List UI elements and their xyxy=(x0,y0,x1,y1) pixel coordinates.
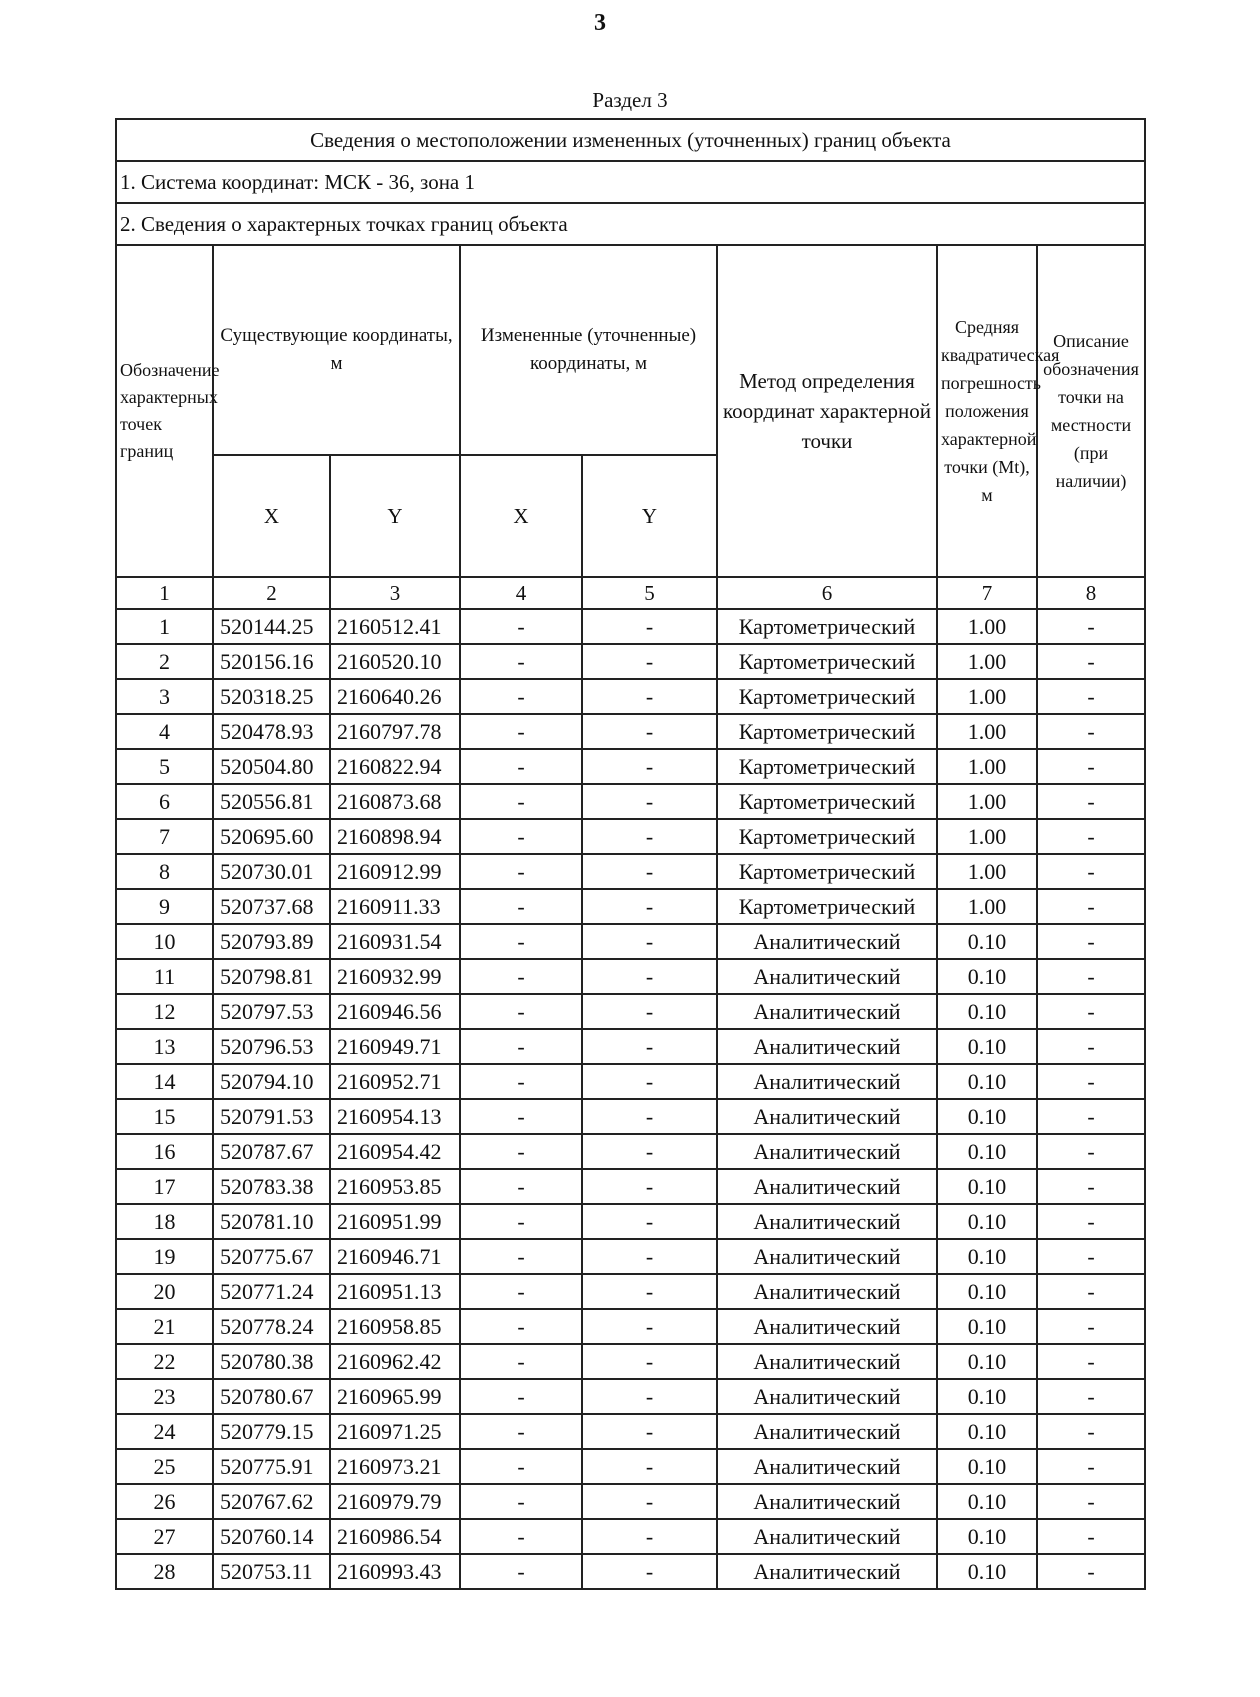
table-row xyxy=(116,959,1145,994)
cell-existing-x: 520780.67 xyxy=(213,1379,330,1414)
table-row xyxy=(116,1064,1145,1099)
cell-method: Аналитический xyxy=(717,1309,937,1344)
cell-existing-x: 520791.53 xyxy=(213,1099,330,1134)
cell-error-mt: 0.10 xyxy=(937,1344,1037,1379)
cell-changed-x: - xyxy=(460,749,582,784)
table-row xyxy=(116,1134,1145,1169)
cell-point-number: 11 xyxy=(116,959,213,994)
cell-description: - xyxy=(1037,889,1145,924)
cell-point-number: 15 xyxy=(116,1099,213,1134)
cell-existing-y: 2160951.13 xyxy=(330,1274,460,1309)
cell-error-mt: 0.10 xyxy=(937,1449,1037,1484)
table-row xyxy=(116,714,1145,749)
cell-existing-y: 2160512.41 xyxy=(330,609,460,644)
cell-method: Аналитический xyxy=(717,1519,937,1554)
cell-method: Аналитический xyxy=(717,1204,937,1239)
cell-existing-x: 520779.15 xyxy=(213,1414,330,1449)
cell-changed-y: - xyxy=(582,994,717,1029)
cell-existing-y: 2160993.43 xyxy=(330,1554,460,1589)
cell-method: Аналитический xyxy=(717,959,937,994)
table-row xyxy=(116,1204,1145,1239)
table-row xyxy=(116,819,1145,854)
cell-point-number: 2 xyxy=(116,644,213,679)
cell-point-number: 10 xyxy=(116,924,213,959)
cell-method: Аналитический xyxy=(717,994,937,1029)
cell-changed-x: - xyxy=(460,1169,582,1204)
page-number: 3 xyxy=(594,10,606,36)
cell-existing-x: 520781.10 xyxy=(213,1204,330,1239)
cell-method: Картометрический xyxy=(717,749,937,784)
cell-changed-x: - xyxy=(460,714,582,749)
cell-changed-y: - xyxy=(582,889,717,924)
cell-description: - xyxy=(1037,1064,1145,1099)
cell-changed-x: - xyxy=(460,1134,582,1169)
cell-description: - xyxy=(1037,1414,1145,1449)
cell-point-number: 23 xyxy=(116,1379,213,1414)
cell-existing-y: 2160822.94 xyxy=(330,749,460,784)
cell-method: Аналитический xyxy=(717,1134,937,1169)
cell-error-mt: 0.10 xyxy=(937,1309,1037,1344)
table-row xyxy=(116,679,1145,714)
cell-point-number: 13 xyxy=(116,1029,213,1064)
cell-existing-y: 2160873.68 xyxy=(330,784,460,819)
cell-changed-x: - xyxy=(460,819,582,854)
cell-existing-x: 520156.16 xyxy=(213,644,330,679)
cell-changed-x: - xyxy=(460,1414,582,1449)
cell-point-number: 27 xyxy=(116,1519,213,1554)
cell-changed-y: - xyxy=(582,784,717,819)
header-existing: Существующие координаты, м xyxy=(213,245,460,455)
cell-error-mt: 1.00 xyxy=(937,819,1037,854)
cell-changed-x: - xyxy=(460,1239,582,1274)
cell-description: - xyxy=(1037,1239,1145,1274)
cell-existing-y: 2160932.99 xyxy=(330,959,460,994)
cell-point-number: 7 xyxy=(116,819,213,854)
cell-error-mt: 0.10 xyxy=(937,1414,1037,1449)
cell-existing-x: 520737.68 xyxy=(213,889,330,924)
cell-description: - xyxy=(1037,784,1145,819)
cell-method: Аналитический xyxy=(717,1414,937,1449)
header-existing-y: Y xyxy=(330,455,460,577)
cell-method: Картометрический xyxy=(717,784,937,819)
cell-point-number: 26 xyxy=(116,1484,213,1519)
cell-existing-x: 520787.67 xyxy=(213,1134,330,1169)
cell-changed-x: - xyxy=(460,784,582,819)
cell-description: - xyxy=(1037,819,1145,854)
points-header: 2. Сведения о характерных точках границ объекта xyxy=(116,203,1145,245)
cell-existing-x: 520775.91 xyxy=(213,1449,330,1484)
cell-changed-x: - xyxy=(460,1519,582,1554)
cell-point-number: 18 xyxy=(116,1204,213,1239)
cell-error-mt: 0.10 xyxy=(937,1029,1037,1064)
cell-method: Аналитический xyxy=(717,1274,937,1309)
cell-method: Аналитический xyxy=(717,924,937,959)
table-row xyxy=(116,1484,1145,1519)
cell-point-number: 4 xyxy=(116,714,213,749)
cell-changed-y: - xyxy=(582,1204,717,1239)
cell-changed-x: - xyxy=(460,959,582,994)
header-error: Средняя квадратическая погрешность положения характерной точки (Mt), м xyxy=(937,245,1037,577)
column-number-row xyxy=(116,577,1145,609)
cell-method: Аналитический xyxy=(717,1169,937,1204)
cell-point-number: 19 xyxy=(116,1239,213,1274)
cell-existing-x: 520780.38 xyxy=(213,1344,330,1379)
cell-description: - xyxy=(1037,609,1145,644)
cell-description: - xyxy=(1037,1379,1145,1414)
cell-point-number: 17 xyxy=(116,1169,213,1204)
cell-description: - xyxy=(1037,1519,1145,1554)
cell-method: Аналитический xyxy=(717,1099,937,1134)
cell-existing-x: 520794.10 xyxy=(213,1064,330,1099)
header-description: Описание обозначения точки на местности (при наличии) xyxy=(1037,245,1145,577)
cell-description: - xyxy=(1037,644,1145,679)
table-row xyxy=(116,1239,1145,1274)
cell-error-mt: 1.00 xyxy=(937,714,1037,749)
cell-method: Аналитический xyxy=(717,1344,937,1379)
cell-changed-x: - xyxy=(460,1449,582,1484)
cell-existing-x: 520771.24 xyxy=(213,1274,330,1309)
cell-method: Аналитический xyxy=(717,1029,937,1064)
cell-existing-y: 2160953.85 xyxy=(330,1169,460,1204)
cell-changed-y: - xyxy=(582,924,717,959)
cell-error-mt: 1.00 xyxy=(937,854,1037,889)
cell-method: Аналитический xyxy=(717,1379,937,1414)
cell-changed-y: - xyxy=(582,1554,717,1589)
cell-changed-y: - xyxy=(582,679,717,714)
cell-point-number: 25 xyxy=(116,1449,213,1484)
cell-point-number: 1 xyxy=(116,609,213,644)
table-row xyxy=(116,609,1145,644)
cell-existing-x: 520318.25 xyxy=(213,679,330,714)
cell-changed-y: - xyxy=(582,1449,717,1484)
cell-error-mt: 1.00 xyxy=(937,679,1037,714)
cell-changed-y: - xyxy=(582,1169,717,1204)
cell-description: - xyxy=(1037,959,1145,994)
header-method: Метод определения координат характерной точки xyxy=(717,245,937,577)
cell-changed-x: - xyxy=(460,854,582,889)
cell-changed-x: - xyxy=(460,994,582,1029)
cell-error-mt: 0.10 xyxy=(937,1379,1037,1414)
column-number: 1 xyxy=(116,577,213,609)
cell-error-mt: 1.00 xyxy=(937,889,1037,924)
cell-changed-y: - xyxy=(582,1274,717,1309)
column-number: 8 xyxy=(1037,577,1145,609)
column-number: 7 xyxy=(937,577,1037,609)
section-label: Раздел 3 xyxy=(592,88,668,112)
cell-method: Картометрический xyxy=(717,714,937,749)
cell-point-number: 22 xyxy=(116,1344,213,1379)
cell-method: Картометрический xyxy=(717,854,937,889)
table-row xyxy=(116,1309,1145,1344)
cell-description: - xyxy=(1037,1169,1145,1204)
header-designation: Обозначение характерных точек границ xyxy=(116,245,213,577)
cell-description: - xyxy=(1037,1449,1145,1484)
cell-existing-y: 2160958.85 xyxy=(330,1309,460,1344)
cell-changed-y: - xyxy=(582,1344,717,1379)
cell-existing-y: 2160971.25 xyxy=(330,1414,460,1449)
cell-existing-x: 520767.62 xyxy=(213,1484,330,1519)
cell-error-mt: 1.00 xyxy=(937,784,1037,819)
cell-existing-y: 2160965.99 xyxy=(330,1379,460,1414)
cell-existing-y: 2160911.33 xyxy=(330,889,460,924)
table-row xyxy=(116,1379,1145,1414)
cell-description: - xyxy=(1037,679,1145,714)
cell-error-mt: 1.00 xyxy=(937,609,1037,644)
cell-description: - xyxy=(1037,1309,1145,1344)
table-row xyxy=(116,784,1145,819)
cell-changed-x: - xyxy=(460,889,582,924)
table-title: Сведения о местоположении измененных (уточненных) границ объекта xyxy=(116,119,1145,161)
cell-changed-x: - xyxy=(460,1309,582,1344)
cell-changed-x: - xyxy=(460,924,582,959)
cell-point-number: 20 xyxy=(116,1274,213,1309)
column-number: 3 xyxy=(330,577,460,609)
cell-changed-x: - xyxy=(460,1554,582,1589)
table-row xyxy=(116,1519,1145,1554)
cell-existing-x: 520798.81 xyxy=(213,959,330,994)
cell-existing-x: 520478.93 xyxy=(213,714,330,749)
cell-changed-x: - xyxy=(460,1379,582,1414)
cell-point-number: 8 xyxy=(116,854,213,889)
cell-error-mt: 0.10 xyxy=(937,1204,1037,1239)
cell-existing-x: 520778.24 xyxy=(213,1309,330,1344)
cell-changed-y: - xyxy=(582,1239,717,1274)
cell-existing-y: 2160931.54 xyxy=(330,924,460,959)
cell-description: - xyxy=(1037,1029,1145,1064)
cell-existing-y: 2160797.78 xyxy=(330,714,460,749)
cell-error-mt: 0.10 xyxy=(937,1239,1037,1274)
cell-existing-y: 2160946.56 xyxy=(330,994,460,1029)
cell-description: - xyxy=(1037,1099,1145,1134)
cell-description: - xyxy=(1037,1204,1145,1239)
table-row xyxy=(116,644,1145,679)
table-row xyxy=(116,1099,1145,1134)
table-row xyxy=(116,994,1145,1029)
cell-error-mt: 0.10 xyxy=(937,1099,1037,1134)
cell-changed-y: - xyxy=(582,1064,717,1099)
cell-point-number: 21 xyxy=(116,1309,213,1344)
cell-existing-y: 2160912.99 xyxy=(330,854,460,889)
cell-error-mt: 1.00 xyxy=(937,749,1037,784)
cell-method: Картометрический xyxy=(717,644,937,679)
table-row xyxy=(116,1554,1145,1589)
cell-point-number: 5 xyxy=(116,749,213,784)
cell-error-mt: 0.10 xyxy=(937,959,1037,994)
table-row xyxy=(116,1169,1145,1204)
cell-existing-x: 520760.14 xyxy=(213,1519,330,1554)
cell-changed-y: - xyxy=(582,1484,717,1519)
boundary-points-table xyxy=(115,118,1146,1590)
cell-changed-y: - xyxy=(582,609,717,644)
cell-error-mt: 0.10 xyxy=(937,924,1037,959)
cell-changed-y: - xyxy=(582,1519,717,1554)
table-row xyxy=(116,854,1145,889)
cell-existing-x: 520556.81 xyxy=(213,784,330,819)
cell-changed-x: - xyxy=(460,1274,582,1309)
cell-existing-x: 520753.11 xyxy=(213,1554,330,1589)
cell-error-mt: 1.00 xyxy=(937,644,1037,679)
table-row xyxy=(116,749,1145,784)
cell-method: Аналитический xyxy=(717,1554,937,1589)
cell-existing-y: 2160951.99 xyxy=(330,1204,460,1239)
cell-point-number: 16 xyxy=(116,1134,213,1169)
cell-changed-x: - xyxy=(460,1204,582,1239)
cell-existing-x: 520695.60 xyxy=(213,819,330,854)
table-row xyxy=(116,924,1145,959)
cell-description: - xyxy=(1037,749,1145,784)
column-number: 4 xyxy=(460,577,582,609)
cell-changed-x: - xyxy=(460,609,582,644)
cell-changed-y: - xyxy=(582,1134,717,1169)
cell-method: Картометрический xyxy=(717,609,937,644)
cell-existing-y: 2160954.13 xyxy=(330,1099,460,1134)
table-row xyxy=(116,1449,1145,1484)
cell-description: - xyxy=(1037,924,1145,959)
cell-point-number: 12 xyxy=(116,994,213,1029)
cell-changed-y: - xyxy=(582,749,717,784)
cell-changed-y: - xyxy=(582,854,717,889)
cell-changed-y: - xyxy=(582,714,717,749)
cell-method: Аналитический xyxy=(717,1064,937,1099)
cell-existing-x: 520730.01 xyxy=(213,854,330,889)
cell-method: Аналитический xyxy=(717,1484,937,1519)
cell-existing-y: 2160898.94 xyxy=(330,819,460,854)
cell-changed-y: - xyxy=(582,644,717,679)
cell-point-number: 3 xyxy=(116,679,213,714)
header-existing-x: X xyxy=(213,455,330,577)
table-row xyxy=(116,1274,1145,1309)
cell-existing-x: 520504.80 xyxy=(213,749,330,784)
column-number: 5 xyxy=(582,577,717,609)
cell-method: Картометрический xyxy=(717,819,937,854)
cell-error-mt: 0.10 xyxy=(937,1169,1037,1204)
cell-existing-y: 2160949.71 xyxy=(330,1029,460,1064)
cell-point-number: 28 xyxy=(116,1554,213,1589)
cell-changed-x: - xyxy=(460,1064,582,1099)
cell-changed-x: - xyxy=(460,679,582,714)
cell-error-mt: 0.10 xyxy=(937,1519,1037,1554)
cell-description: - xyxy=(1037,1554,1145,1589)
cell-existing-x: 520783.38 xyxy=(213,1169,330,1204)
cell-existing-y: 2160962.42 xyxy=(330,1344,460,1379)
cell-error-mt: 0.10 xyxy=(937,1484,1037,1519)
cell-description: - xyxy=(1037,1344,1145,1379)
table-row xyxy=(116,1029,1145,1064)
cell-existing-x: 520144.25 xyxy=(213,609,330,644)
cell-description: - xyxy=(1037,854,1145,889)
cell-changed-y: - xyxy=(582,819,717,854)
cell-existing-y: 2160979.79 xyxy=(330,1484,460,1519)
header-changed: Измененные (уточненные) координаты, м xyxy=(460,245,717,455)
cell-description: - xyxy=(1037,1134,1145,1169)
cell-error-mt: 0.10 xyxy=(937,1554,1037,1589)
cell-method: Картометрический xyxy=(717,889,937,924)
cell-existing-y: 2160954.42 xyxy=(330,1134,460,1169)
cell-changed-y: - xyxy=(582,1379,717,1414)
column-number: 6 xyxy=(717,577,937,609)
cell-changed-x: - xyxy=(460,1344,582,1379)
cell-existing-y: 2160986.54 xyxy=(330,1519,460,1554)
cell-description: - xyxy=(1037,1484,1145,1519)
header-changed-y: Y xyxy=(582,455,717,577)
cell-changed-x: - xyxy=(460,1099,582,1134)
cell-error-mt: 0.10 xyxy=(937,1274,1037,1309)
cell-existing-y: 2160946.71 xyxy=(330,1239,460,1274)
cell-method: Аналитический xyxy=(717,1239,937,1274)
cell-method: Картометрический xyxy=(717,679,937,714)
cell-point-number: 9 xyxy=(116,889,213,924)
cell-changed-x: - xyxy=(460,1484,582,1519)
cell-description: - xyxy=(1037,1274,1145,1309)
cell-error-mt: 0.10 xyxy=(937,994,1037,1029)
cell-existing-y: 2160520.10 xyxy=(330,644,460,679)
cell-changed-y: - xyxy=(582,1414,717,1449)
cell-error-mt: 0.10 xyxy=(937,1134,1037,1169)
cell-changed-y: - xyxy=(582,959,717,994)
table-row xyxy=(116,889,1145,924)
cell-changed-x: - xyxy=(460,644,582,679)
cell-changed-y: - xyxy=(582,1099,717,1134)
cell-description: - xyxy=(1037,994,1145,1029)
coord-system: 1. Система координат: МСК - 36, зона 1 xyxy=(116,161,1145,203)
cell-existing-y: 2160973.21 xyxy=(330,1449,460,1484)
cell-point-number: 24 xyxy=(116,1414,213,1449)
cell-changed-x: - xyxy=(460,1029,582,1064)
table-row xyxy=(116,1344,1145,1379)
table-body xyxy=(116,119,1145,1589)
cell-changed-y: - xyxy=(582,1309,717,1344)
table-row xyxy=(116,1414,1145,1449)
cell-existing-x: 520796.53 xyxy=(213,1029,330,1064)
cell-error-mt: 0.10 xyxy=(937,1064,1037,1099)
cell-existing-x: 520775.67 xyxy=(213,1239,330,1274)
cell-description: - xyxy=(1037,714,1145,749)
cell-existing-y: 2160640.26 xyxy=(330,679,460,714)
cell-existing-y: 2160952.71 xyxy=(330,1064,460,1099)
cell-existing-x: 520793.89 xyxy=(213,924,330,959)
cell-point-number: 14 xyxy=(116,1064,213,1099)
cell-method: Аналитический xyxy=(717,1449,937,1484)
cell-existing-x: 520797.53 xyxy=(213,994,330,1029)
cell-point-number: 6 xyxy=(116,784,213,819)
header-changed-x: X xyxy=(460,455,582,577)
cell-changed-y: - xyxy=(582,1029,717,1064)
column-number: 2 xyxy=(213,577,330,609)
